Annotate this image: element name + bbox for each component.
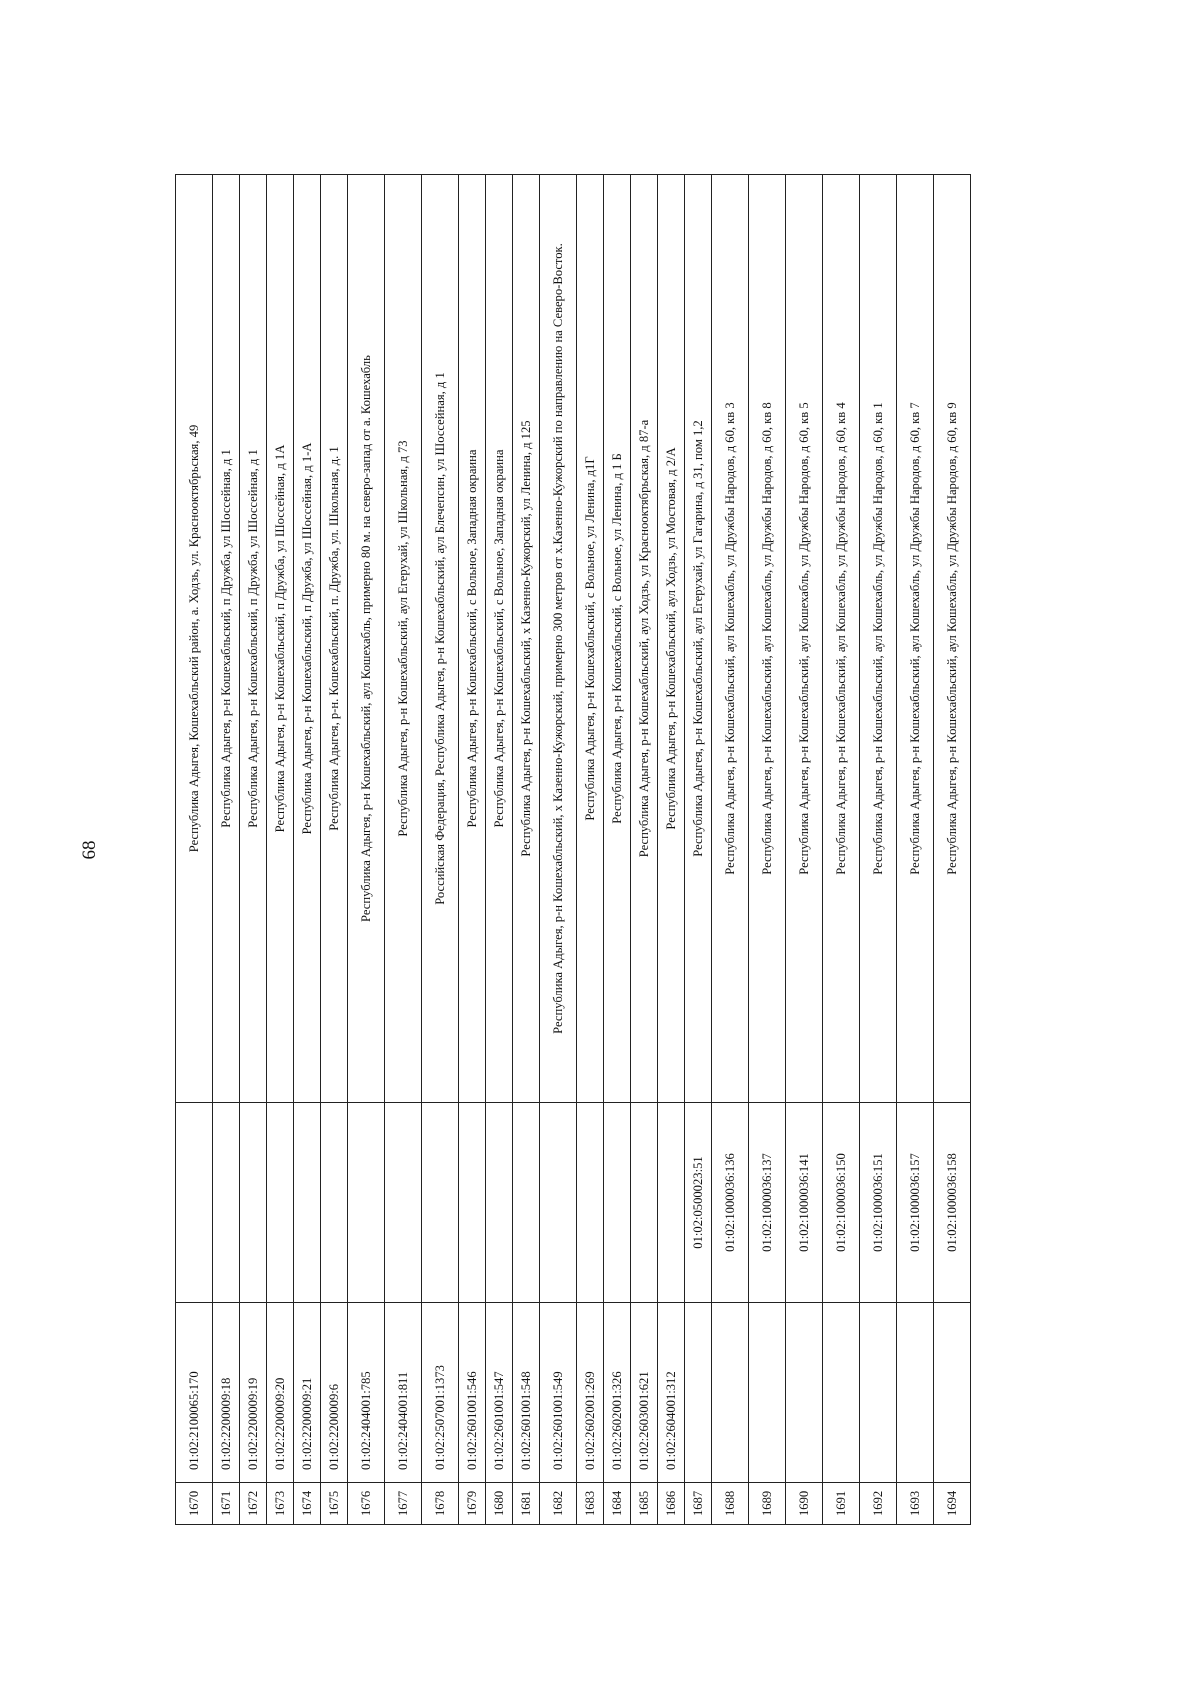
table-row bbox=[823, 175, 860, 1525]
table-row bbox=[712, 175, 749, 1525]
object-cadastral-number-cell: 01:02:1000036:151 bbox=[860, 1103, 897, 1303]
row-number-cell: 1690 bbox=[786, 1483, 823, 1525]
address-cell: Республика Адыгея, р-н Кошехабльский, аул Егерухай, ул Школьная, д 73 bbox=[385, 175, 422, 1103]
object-cadastral-number-cell bbox=[213, 1103, 240, 1303]
cadastral-number-cell bbox=[786, 1303, 823, 1483]
table-row bbox=[459, 175, 486, 1525]
cadastral-number-cell bbox=[860, 1303, 897, 1483]
address-cell: Республика Адыгея, р-н Кошехабльский, с Вольное, Западная окраина bbox=[459, 175, 486, 1103]
address-cell: Республика Адыгея, р-н Кошехабльский, с Вольное, Западная окраина bbox=[486, 175, 513, 1103]
table-row bbox=[786, 175, 823, 1525]
table-row bbox=[267, 175, 294, 1525]
cadastral-number-cell: 01:02:2200009:6 bbox=[321, 1303, 348, 1483]
row-number-cell: 1675 bbox=[321, 1483, 348, 1525]
object-cadastral-number-cell: 01:02:1000036:136 bbox=[712, 1103, 749, 1303]
table-row bbox=[422, 175, 459, 1525]
cadastral-number-cell: 01:02:2200009:19 bbox=[240, 1303, 267, 1483]
cadastral-number-cell: 01:02:2507001:1373 bbox=[422, 1303, 459, 1483]
cadastral-number-cell bbox=[685, 1303, 712, 1483]
page-number: 68 bbox=[79, 840, 100, 860]
address-cell: Республика Адыгея, р-н Кошехабльский, аул Кошехабль, ул Дружбы Народов, д 60, кв 4 bbox=[823, 175, 860, 1103]
table-row bbox=[658, 175, 685, 1525]
address-cell: Республика Адыгея, р-н Кошехабльский, х Казенно-Кужорский, ул Ленина, д 125 bbox=[513, 175, 540, 1103]
table-row bbox=[897, 175, 934, 1525]
object-cadastral-number-cell: 01:02:1000036:150 bbox=[823, 1103, 860, 1303]
cadastral-number-cell: 01:02:2601001:548 bbox=[513, 1303, 540, 1483]
address-cell: Республика Адыгея, р-н Кошехабльский, аул Кошехабль, ул Дружбы Народов, д 60, кв 8 bbox=[749, 175, 786, 1103]
address-cell: Республика Адыгея, Кошехабльский район, а. Ходзь, ул. Краснооктябрьская, 49 bbox=[176, 175, 213, 1103]
object-cadastral-number-cell bbox=[385, 1103, 422, 1303]
row-number-cell: 1674 bbox=[294, 1483, 321, 1525]
cadastral-number-cell: 01:02:2200009:20 bbox=[267, 1303, 294, 1483]
row-number-cell: 1679 bbox=[459, 1483, 486, 1525]
row-number-cell: 1685 bbox=[631, 1483, 658, 1525]
object-cadastral-number-cell: 01:02:1000036:157 bbox=[897, 1103, 934, 1303]
row-number-cell: 1686 bbox=[658, 1483, 685, 1525]
object-cadastral-number-cell bbox=[422, 1103, 459, 1303]
address-cell: Республика Адыгея, р-н Кошехабльский, х Казенно-Кужорский, примерно 300 метров от х.Казенно-Кужорский по направлению на Северо-Восток. bbox=[540, 175, 577, 1103]
table-row bbox=[749, 175, 786, 1525]
table-row bbox=[860, 175, 897, 1525]
address-cell: Республика Адыгея, р-н Кошехабльский, с Вольное, ул Ленина, д1Г bbox=[577, 175, 604, 1103]
table-row bbox=[685, 175, 712, 1525]
address-cell: Республика Адыгея, р-н Кошехабльский, аул Кошехабль, примерно 80 м. на северо-запад от а. Кошехабль bbox=[348, 175, 385, 1103]
table-row bbox=[213, 175, 240, 1525]
table-row bbox=[486, 175, 513, 1525]
object-cadastral-number-cell: 01:02:1000036:137 bbox=[749, 1103, 786, 1303]
address-cell: Республика Адыгея, р-н Кошехабльский, аул Кошехабль, ул Дружбы Народов, д 60, кв 1 bbox=[860, 175, 897, 1103]
table-row bbox=[631, 175, 658, 1525]
row-number-cell: 1672 bbox=[240, 1483, 267, 1525]
row-number-cell: 1694 bbox=[934, 1483, 971, 1525]
object-cadastral-number-cell bbox=[459, 1103, 486, 1303]
cadastral-number-cell: 01:02:2602001:326 bbox=[604, 1303, 631, 1483]
row-number-cell: 1691 bbox=[823, 1483, 860, 1525]
cadastral-number-cell bbox=[934, 1303, 971, 1483]
table-row bbox=[294, 175, 321, 1525]
object-cadastral-number-cell bbox=[348, 1103, 385, 1303]
cadastral-number-cell: 01:02:2602001:269 bbox=[577, 1303, 604, 1483]
address-cell: Республика Адыгея, р-н Кошехабльский, аул Ходзь, ул Краснооктябрьская, д 87-а bbox=[631, 175, 658, 1103]
row-number-cell: 1688 bbox=[712, 1483, 749, 1525]
table-row bbox=[348, 175, 385, 1525]
cadastral-number-cell: 01:02:2100065:170 bbox=[176, 1303, 213, 1483]
address-cell: Республика Адыгея, р-н Кошехабльский, п Дружба, ул Шоссейная, д 1А bbox=[267, 175, 294, 1103]
cadastral-number-cell bbox=[749, 1303, 786, 1483]
address-cell: Республика Адыгея, р-н. Кошехабльский, п. Дружба, ул. Школьная, д. 1 bbox=[321, 175, 348, 1103]
row-number-cell: 1682 bbox=[540, 1483, 577, 1525]
address-cell: Республика Адыгея, р-н Кошехабльский, п Дружба, ул Шоссейная, д 1-А bbox=[294, 175, 321, 1103]
property-table bbox=[175, 174, 971, 1525]
row-number-cell: 1677 bbox=[385, 1483, 422, 1525]
table-row bbox=[540, 175, 577, 1525]
row-number-cell: 1684 bbox=[604, 1483, 631, 1525]
cadastral-number-cell bbox=[897, 1303, 934, 1483]
cadastral-number-cell: 01:02:2601001:547 bbox=[486, 1303, 513, 1483]
address-cell: Республика Адыгея, р-н Кошехабльский, аул Кошехабль, ул Дружбы Народов, д 60, кв 9 bbox=[934, 175, 971, 1103]
cadastral-number-cell: 01:02:2404001:785 bbox=[348, 1303, 385, 1483]
table-row bbox=[240, 175, 267, 1525]
table-row bbox=[604, 175, 631, 1525]
object-cadastral-number-cell: 01:02:1000036:141 bbox=[786, 1103, 823, 1303]
row-number-cell: 1689 bbox=[749, 1483, 786, 1525]
object-cadastral-number-cell bbox=[267, 1103, 294, 1303]
object-cadastral-number-cell bbox=[631, 1103, 658, 1303]
cadastral-number-cell: 01:02:2200009:21 bbox=[294, 1303, 321, 1483]
cadastral-number-cell: 01:02:2603001:621 bbox=[631, 1303, 658, 1483]
cadastral-number-cell bbox=[712, 1303, 749, 1483]
address-cell: Российская Федерация, Республика Адыгея, р-н Кошехабльский, аул Блечепсин, ул Шоссейная, д 1 bbox=[422, 175, 459, 1103]
rotated-table-wrapper bbox=[175, 175, 1085, 1525]
row-number-cell: 1681 bbox=[513, 1483, 540, 1525]
address-cell: Республика Адыгея, р-н Кошехабльский, аул Кошехабль, ул Дружбы Народов, д 60, кв 3 bbox=[712, 175, 749, 1103]
row-number-cell: 1673 bbox=[267, 1483, 294, 1525]
cadastral-number-cell: 01:02:2601001:546 bbox=[459, 1303, 486, 1483]
cadastral-number-cell bbox=[823, 1303, 860, 1483]
cadastral-number-cell: 01:02:2604001:312 bbox=[658, 1303, 685, 1483]
row-number-cell: 1693 bbox=[897, 1483, 934, 1525]
cadastral-number-cell: 01:02:2601001:549 bbox=[540, 1303, 577, 1483]
object-cadastral-number-cell bbox=[240, 1103, 267, 1303]
address-cell: Республика Адыгея, р-н Кошехабльский, с Вольное, ул Ленина, д 1 Б bbox=[604, 175, 631, 1103]
table-row bbox=[934, 175, 971, 1525]
address-cell: Республика Адыгея, р-н Кошехабльский, п Дружба, ул Шоссейная, д 1 bbox=[213, 175, 240, 1103]
object-cadastral-number-cell bbox=[658, 1103, 685, 1303]
object-cadastral-number-cell: 01:02:0500023:51 bbox=[685, 1103, 712, 1303]
row-number-cell: 1671 bbox=[213, 1483, 240, 1525]
row-number-cell: 1687 bbox=[685, 1483, 712, 1525]
row-number-cell: 1683 bbox=[577, 1483, 604, 1525]
cadastral-number-cell: 01:02:2200009:18 bbox=[213, 1303, 240, 1483]
object-cadastral-number-cell bbox=[321, 1103, 348, 1303]
table-row bbox=[385, 175, 422, 1525]
cadastral-number-cell: 01:02:2404001:811 bbox=[385, 1303, 422, 1483]
object-cadastral-number-cell bbox=[540, 1103, 577, 1303]
table-row bbox=[176, 175, 213, 1525]
row-number-cell: 1670 bbox=[176, 1483, 213, 1525]
object-cadastral-number-cell bbox=[176, 1103, 213, 1303]
row-number-cell: 1692 bbox=[860, 1483, 897, 1525]
address-cell: Республика Адыгея, р-н Кошехабльский, аул Кошехабль, ул Дружбы Народов, д 60, кв 5 bbox=[786, 175, 823, 1103]
object-cadastral-number-cell bbox=[294, 1103, 321, 1303]
object-cadastral-number-cell bbox=[513, 1103, 540, 1303]
table-row bbox=[321, 175, 348, 1525]
address-cell: Республика Адыгея, р-н Кошехабльский, аул Кошехабль, ул Дружбы Народов, д 60, кв 7 bbox=[897, 175, 934, 1103]
table-row bbox=[577, 175, 604, 1525]
address-cell: Республика Адыгея, р-н Кошехабльский, аул Егерухай, ул Гагарина, д 31, пом 1,2 bbox=[685, 175, 712, 1103]
object-cadastral-number-cell bbox=[577, 1103, 604, 1303]
row-number-cell: 1680 bbox=[486, 1483, 513, 1525]
address-cell: Республика Адыгея, р-н Кошехабльский, п Дружба, ул Шоссейная, д 1 bbox=[240, 175, 267, 1103]
object-cadastral-number-cell bbox=[486, 1103, 513, 1303]
address-cell: Республика Адыгея, р-н Кошехабльский, аул Ходзь, ул Мостовая, д 2/А bbox=[658, 175, 685, 1103]
table-row bbox=[513, 175, 540, 1525]
row-number-cell: 1678 bbox=[422, 1483, 459, 1525]
object-cadastral-number-cell bbox=[604, 1103, 631, 1303]
object-cadastral-number-cell: 01:02:1000036:158 bbox=[934, 1103, 971, 1303]
row-number-cell: 1676 bbox=[348, 1483, 385, 1525]
